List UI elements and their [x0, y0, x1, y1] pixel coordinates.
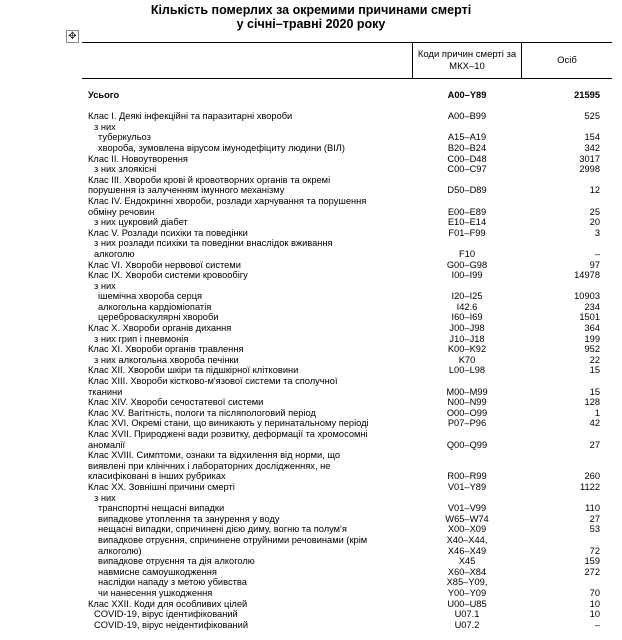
row-code: O00–O99: [446, 407, 488, 418]
row-value: 21595: [574, 90, 600, 100]
row-code: W65–W74: [445, 513, 489, 524]
table-row: [82, 387, 612, 398]
row-value: 10: [589, 598, 600, 609]
table-row: [82, 418, 612, 429]
table-row: [82, 429, 612, 440]
table-row: [82, 122, 612, 133]
table-row: [82, 249, 612, 260]
row-value: 27: [589, 513, 600, 524]
row-label: з них цукровий діабет: [94, 217, 188, 228]
row-label: Клас VI. Хвороби нервової системи: [88, 259, 241, 270]
row-code: N00–N99: [447, 397, 487, 408]
row-label: Клас XVIII. Симптоми, ознаки та відхилення від норми, що: [88, 450, 341, 461]
row-value: 2998: [579, 164, 600, 175]
row-value: 42: [589, 418, 600, 429]
table-row: [82, 397, 612, 408]
row-label: COVID-19, вірус ідентифікований: [94, 609, 238, 620]
title-line-2: у січні–травні 2020 року: [236, 17, 386, 31]
row-label: порушення із залученням імунного механізму: [88, 185, 285, 196]
row-value: 159: [584, 556, 600, 567]
row-label: цереброваскулярні хвороби: [98, 312, 219, 323]
table-row: [82, 132, 612, 143]
row-code: I60–I69: [451, 312, 483, 323]
row-code: X85–Y09,: [446, 577, 488, 588]
table-header: [82, 42, 612, 79]
row-label: Клас XV. Вагітність, пологи та післяпологовий період: [88, 407, 316, 418]
row-label: транспортні нещасні випадки: [98, 503, 225, 514]
row-code: X60–X84: [447, 566, 487, 577]
row-label: з них злоякісні: [94, 164, 157, 175]
row-code: D50–D89: [447, 185, 487, 196]
table-row: [82, 217, 612, 228]
row-code: Q00–Q99: [446, 439, 488, 450]
row-code: V01–V99: [447, 503, 487, 514]
row-code: K00–K92: [447, 344, 487, 355]
row-label: Усього: [88, 90, 120, 100]
row-value: 3: [594, 227, 600, 238]
row-code: V01–Y89: [447, 481, 487, 492]
row-value: 20: [589, 217, 600, 228]
row-label: з них: [94, 492, 116, 503]
row-code: B20–B24: [447, 142, 487, 153]
row-label: Клас I. Деякі інфекційні та паразитарні хвороби: [88, 111, 293, 122]
table-row: [82, 228, 612, 239]
row-code: X45: [458, 556, 476, 567]
table-row: [82, 207, 612, 218]
row-label: випадкове отруєння, спричинене отруйними речовинами (крім: [98, 534, 368, 545]
row-label: Клас II. Новоутворення: [88, 153, 188, 164]
row-label: Клас XVII. Природжені вади розвитку, деформації та хромосомні: [88, 429, 368, 439]
row-label: Клас XII. Хвороби шкіри та підшкірної клітковини: [88, 365, 299, 376]
table-row: [82, 599, 612, 610]
table-row: [82, 101, 612, 112]
table-row: [82, 482, 612, 493]
table-row: [82, 503, 612, 514]
table-row: [82, 238, 612, 249]
row-value: 1122: [580, 481, 600, 492]
table-row: [82, 461, 612, 472]
row-value: 342: [584, 142, 600, 153]
row-code: C00–C97: [447, 164, 487, 175]
table-row: [82, 260, 612, 271]
row-label: Клас XIII. Хвороби кістково-м'язової системи та сполучної: [88, 376, 338, 387]
row-code: J10–J18: [449, 333, 485, 344]
row-code: X46–X49: [447, 545, 487, 556]
table-row: [82, 365, 612, 376]
table-row: [82, 291, 612, 302]
row-value: 70: [589, 587, 600, 598]
row-label: з них грип і пневмонія: [94, 333, 189, 344]
table-row: [82, 408, 612, 419]
row-label: туберкульоз: [98, 132, 151, 143]
row-code: C00–D48: [447, 153, 487, 164]
table-row: [82, 334, 612, 345]
row-value: 27: [589, 439, 600, 450]
row-label: навмисне самоушкодження: [98, 566, 217, 577]
row-label: виявлені при клінічних і лабораторних дослідженнях, не: [88, 460, 331, 471]
row-value: 12: [589, 185, 600, 196]
table-row: [82, 154, 612, 165]
table-row: [82, 450, 612, 461]
row-label: класифіковані в інших рубриках: [88, 471, 226, 482]
row-value: 22: [589, 354, 600, 365]
row-code: M00–M99: [446, 386, 488, 397]
row-label: Клас IV. Ендокринні хвороби, розлади харчування та порушення: [88, 195, 367, 206]
row-label: наслідки нападу з метою убивства: [98, 577, 247, 588]
table-row: [82, 588, 612, 599]
table-row: [82, 196, 612, 207]
header-persons: Осіб: [557, 55, 577, 66]
table-row: [82, 493, 612, 504]
table-row: [82, 323, 612, 334]
row-value: 14978: [574, 270, 600, 281]
row-value: 234: [584, 301, 600, 312]
row-label: випадкове утоплення та занурення у воду: [98, 513, 280, 524]
table-move-handle-icon[interactable]: ✥: [66, 30, 79, 43]
row-label: аномалії: [88, 439, 126, 450]
row-value: 10: [589, 609, 600, 620]
row-label: чи нанесення ушкодження: [98, 587, 213, 598]
row-code: P07–P96: [447, 418, 487, 429]
row-label: випадкове отруєння та дія алкоголю: [98, 556, 255, 567]
row-label: Клас XXII. Коди для особливих цілей: [88, 598, 248, 609]
title-line-1: Кількість померлих за окремими причинами смерті: [150, 3, 472, 17]
header-codes: Коди причин смерті за МКХ–10: [412, 43, 522, 78]
table-row: [82, 143, 612, 154]
table-row: [82, 376, 612, 387]
row-label: з них: [94, 121, 116, 132]
row-value: –: [594, 248, 600, 259]
row-code: I42.6: [456, 301, 478, 312]
row-code: X00–X09: [447, 524, 487, 535]
row-code: X40–X44,: [446, 534, 488, 545]
table-row: [82, 440, 612, 451]
table-row: [82, 344, 612, 355]
row-code: I20–I25: [451, 291, 483, 302]
table-row: [82, 281, 612, 292]
table-row: [82, 546, 612, 557]
row-label: Клас XI. Хвороби органів травлення: [88, 344, 244, 355]
row-code: G00–G98: [446, 259, 488, 270]
row-value: 272: [584, 566, 600, 577]
row-value: 199: [584, 333, 600, 344]
row-code: A15–A19: [447, 132, 487, 143]
row-label: Клас XIV. Хвороби сечостатевої системи: [88, 397, 264, 408]
table-row: [82, 556, 612, 567]
row-label: ішемічна хвороба серця: [98, 291, 203, 302]
row-value: 1501: [579, 312, 600, 323]
row-code: E00–E89: [447, 206, 487, 217]
row-code: K70: [458, 354, 476, 365]
row-code: U00–U85: [447, 598, 487, 609]
row-value: 154: [584, 132, 600, 143]
table-row: [82, 535, 612, 546]
row-label: Клас X. Хвороби органів дихання: [88, 323, 232, 334]
row-label: тканини: [88, 386, 123, 397]
row-value: 110: [585, 503, 600, 514]
table-row: [82, 524, 612, 535]
row-value: 3017: [579, 153, 600, 164]
table-row: [82, 577, 612, 588]
row-label: Клас XX. Зовнішні причини смерті: [88, 481, 235, 492]
table-row: [82, 175, 612, 186]
row-label: хвороба, зумовлена вірусом імунодефіциту людини (ВІЛ): [98, 142, 345, 153]
row-label: Клас III. Хвороби крові й кровотворних органів та окремі: [88, 174, 331, 185]
table-row: [82, 471, 612, 482]
row-value: 1: [594, 407, 600, 418]
table-row: [82, 620, 612, 631]
table-row: [82, 164, 612, 175]
row-code: A00–B99: [447, 111, 487, 122]
table-row: [82, 185, 612, 196]
row-value: 72: [589, 545, 600, 556]
row-label: з них: [94, 280, 116, 291]
row-value: 25: [589, 206, 600, 217]
row-code: A00–Y89: [447, 90, 487, 100]
row-label: алкогольна кардіоміопатія: [98, 301, 212, 312]
row-value: 97: [589, 259, 600, 270]
table-row: [82, 312, 612, 323]
row-label: COVID-19, вірус неідентифікований: [94, 619, 249, 630]
row-value: 10903: [574, 291, 600, 302]
row-code: F01–F99: [448, 227, 486, 238]
table-row: [82, 270, 612, 281]
row-code: J00–J98: [449, 323, 485, 334]
row-code: F10: [458, 248, 476, 259]
row-code: U07.1: [454, 609, 480, 620]
row-value: 15: [589, 365, 600, 376]
row-value: –: [594, 619, 600, 630]
row-value: 952: [584, 344, 600, 355]
row-label: Клас V. Розлади психіки та поведінки: [88, 227, 248, 238]
row-value: 15: [589, 386, 600, 397]
row-code: L00–L98: [448, 365, 486, 376]
row-label: обміну речовин: [88, 206, 155, 217]
table-row: [82, 111, 612, 122]
row-value: 364: [584, 323, 600, 334]
row-value: 260: [584, 471, 600, 482]
row-value: 53: [589, 524, 600, 535]
row-code: U07.2: [454, 619, 480, 630]
table-row: [82, 302, 612, 313]
table-row: [82, 567, 612, 578]
row-label: нещасні випадки, спричинені дією диму, вогню та полум'я: [98, 524, 347, 535]
row-value: 128: [584, 397, 600, 408]
mortality-table: [82, 42, 612, 630]
table-row: [82, 90, 612, 101]
table-row: [82, 514, 612, 525]
row-value: 525: [584, 111, 600, 122]
row-label: алкоголю): [98, 545, 142, 556]
table-body: [82, 90, 612, 630]
row-label: Клас IX. Хвороби системи кровообігу: [88, 270, 248, 281]
row-code: Y00–Y09: [447, 587, 487, 598]
row-code: E10–E14: [447, 217, 487, 228]
row-code: I00–I99: [451, 270, 483, 281]
row-code: R00–R99: [447, 471, 487, 482]
row-label: з них розлади психіки та поведінки внаслідок вживання: [94, 238, 333, 249]
row-label: Клас XVI. Окремі стани, що виникають у перинатальному періоді: [88, 418, 369, 429]
page-title: [0, 3, 622, 31]
table-row: [82, 609, 612, 620]
row-label: з них алкогольна хвороба печінки: [94, 354, 239, 365]
table-row: [82, 355, 612, 366]
row-label: алкоголю: [94, 248, 135, 259]
